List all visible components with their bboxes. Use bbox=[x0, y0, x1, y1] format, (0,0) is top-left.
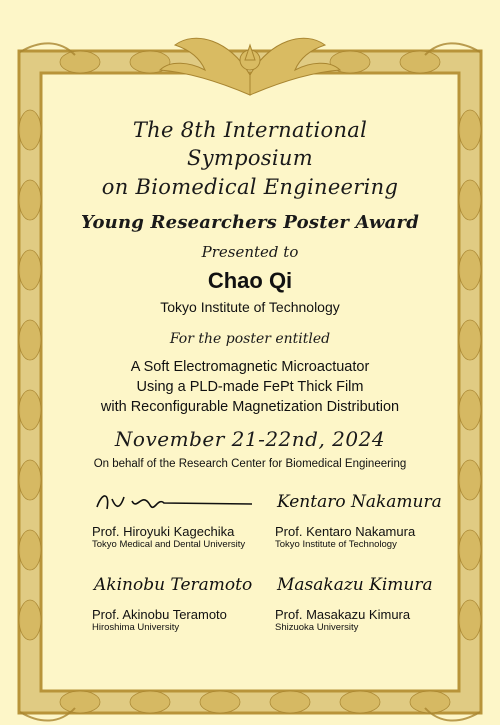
signatory-4 bbox=[275, 570, 475, 633]
presented-to-label: Presented to bbox=[201, 243, 299, 261]
handwritten-signature bbox=[92, 487, 262, 517]
handwritten-signature bbox=[275, 487, 445, 517]
handwritten-signature bbox=[275, 570, 445, 600]
signatory-name: Prof. Masakazu Kimura bbox=[275, 607, 411, 622]
handwritten-signature bbox=[92, 570, 262, 600]
recipient-affiliation: Tokyo Institute of Technology bbox=[160, 299, 340, 315]
signatory-3 bbox=[92, 570, 292, 633]
on-behalf-text: On behalf of the Research Center for Biomedical Engineering bbox=[93, 458, 407, 470]
title-line-3: on Biomedical Engineering bbox=[101, 175, 399, 199]
signatory-name: Prof. Kentaro Nakamura bbox=[275, 524, 416, 539]
signatory-1 bbox=[92, 487, 292, 550]
signature-text: Akinobu Teramoto bbox=[94, 575, 253, 595]
poster-title-line-3: with Reconfigurable Magnetization Distribution bbox=[100, 399, 400, 415]
signatory-affiliation: Shizuoka University bbox=[275, 622, 359, 633]
poster-title-line-2: Using a PLD-made FePt Thick Film bbox=[136, 379, 364, 395]
signatory-affiliation: Hiroshima University bbox=[92, 622, 180, 633]
entitled-label: For the poster entitled bbox=[169, 331, 331, 347]
title-line-1: The 8th International bbox=[132, 118, 368, 142]
award-title: Young Researchers Poster Award bbox=[80, 212, 419, 233]
signatory-2 bbox=[275, 487, 475, 550]
signatory-affiliation: Tokyo Institute of Technology bbox=[275, 539, 397, 550]
signature-text: Masakazu Kimura bbox=[277, 575, 433, 595]
signature-text: Kentaro Nakamura bbox=[277, 492, 442, 512]
recipient-name: Chao Qi bbox=[207, 268, 293, 293]
title-line-2: Symposium bbox=[187, 146, 313, 170]
poster-title-line-1: A Soft Electromagnetic Microactuator bbox=[130, 359, 370, 375]
event-date: November 21-22nd, 2024 bbox=[114, 427, 386, 451]
signatory-affiliation: Tokyo Medical and Dental University bbox=[92, 539, 246, 550]
signatory-name: Prof. Akinobu Teramoto bbox=[92, 607, 227, 622]
signatory-name: Prof. Hiroyuki Kagechika bbox=[92, 524, 235, 539]
